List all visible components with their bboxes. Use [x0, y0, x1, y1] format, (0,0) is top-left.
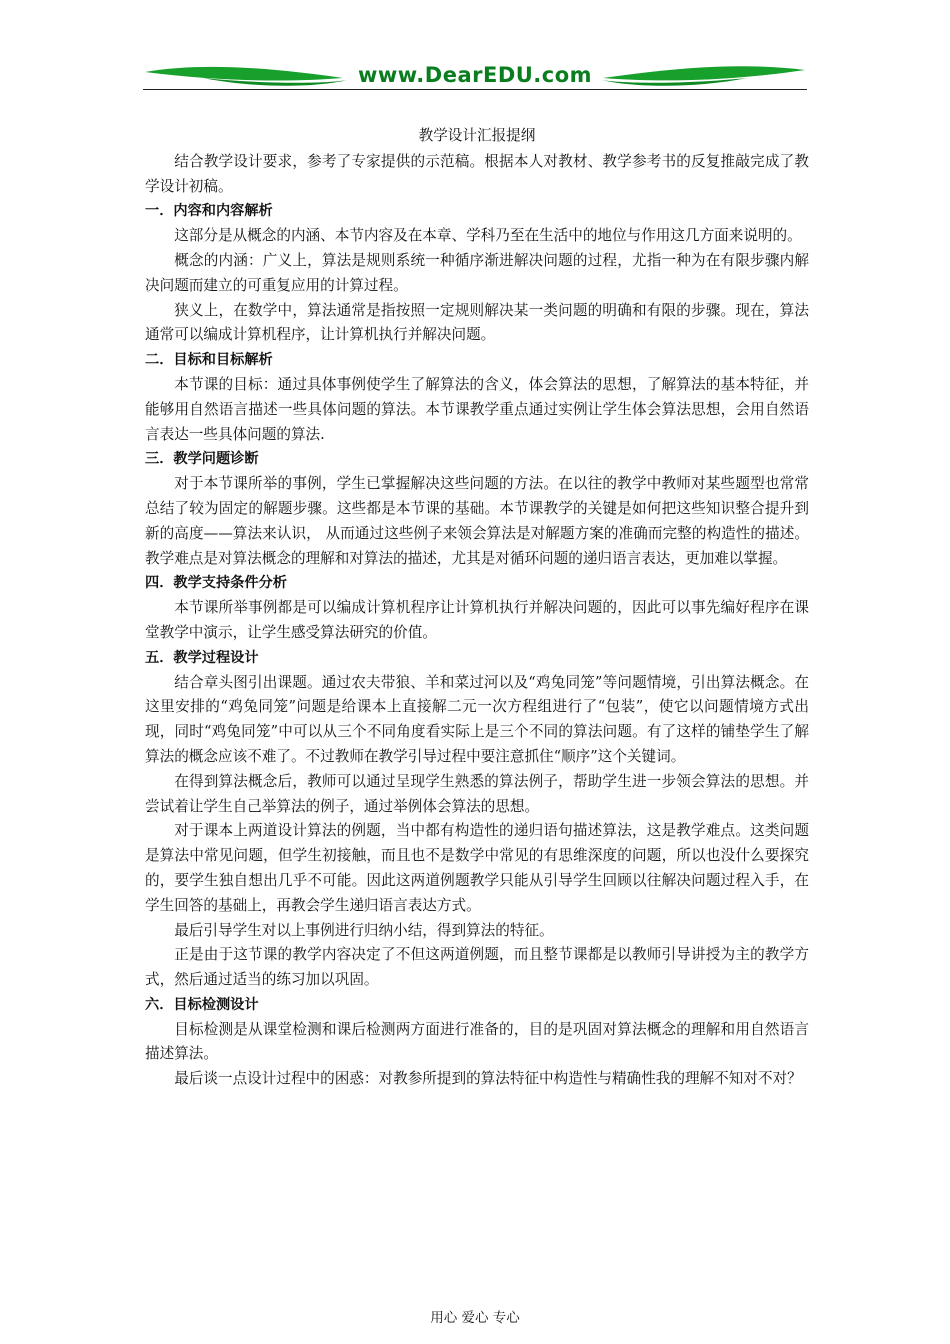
section-5-paragraph-5: 正是由于这节课的教学内容决定了不但这两道例题，而且整节课都是以教师引导讲授为主的教学方式，然后通过适当的练习加以巩固。 [145, 946, 809, 989]
page-footer: 用心 爱心 专心 [430, 1310, 520, 1326]
section-heading-6: 六．目标检测设计 [145, 996, 259, 1013]
section-heading-1: 一．内容和内容解析 [145, 203, 273, 220]
section-4-paragraph-1: 本节课所举事例都是可以编成计算机程序让计算机执行并解决问题的，因此可以事先编好程序在课堂教学中演示，让学生感受算法研究的价值。 [145, 599, 809, 641]
section-3-paragraph-1: 对于本节课所举的事例，学生已掌握解决这些问题的方法。在以往的教学中教师对某些题型也常常总结了较为固定的解题步骤。这些都是本节课的基础。本节课教学的关键是如何把这些知识整合提升到新的高度——算法来认识， 从而通过这些例子来领会算法是对解题方案的准确而完整的构造性的描述。教学难点是对算法概念的理解和对算法的描述，尤其是对循环问题的递归语言表达，更加难以掌握。 [145, 475, 809, 567]
section-5-paragraph-4: 最后引导学生对以上事例进行归纳小结，得到算法的特征。 [174, 921, 554, 939]
document-title: 教学设计汇报提纲 [418, 127, 536, 144]
intro-paragraph: 结合教学设计要求，参考了专家提供的示范稿。根据本人对教材、教学参考书的反复推敲完成了教学设计初稿。 [145, 152, 809, 195]
section-1-paragraph-2: 概念的内涵：广义上，算法是规则系统一种循序渐进解决问题的过程，尤指一种为在有限步骤内解决问题而建立的可重复应用的计算过程。 [145, 251, 809, 294]
section-6-paragraph-2: 最后谈一点设计过程中的困惑：对教参所提到的算法特征中构造性与精确性我的理解不知对不对？ [174, 1070, 802, 1088]
section-heading-3: 三．教学问题诊断 [145, 451, 259, 468]
header-banner [143, 58, 807, 92]
section-5-paragraph-1: 结合章头图引出课题。通过农夫带狼、羊和菜过河以及“鸡兔同笼”等问题情境，引出算法概念。在这里安排的“鸡兔同笼”问题是给课本上直接解二元一次方程组进行了“包装”，使它以问题情境方式出现，同时“鸡兔同笼”中可以从三个不同角度看实际上是三个不同的算法问题。有了这样的铺垫学生了解算法的概念应该不难了。不过教师在教学引导过程中要注意抓住“顺序”这个关键词。 [145, 673, 809, 765]
section-heading-4: 四．教学支持条件分析 [145, 575, 287, 592]
site-logo-text: www.DearEDU.com [357, 63, 593, 87]
section-2-paragraph-1: 本节课的目标：通过具体事例使学生了解算法的含义，体会算法的思想，了解算法的基本特征，并能够用自然语言描述一些具体问题的算法。本节课教学重点通过实例让学生体会算法思想，会用自然语言表达一些具体问题的算法. [145, 375, 809, 443]
document-body [145, 124, 809, 1092]
section-5-paragraph-3: 对于课本上两道设计算法的例题，当中都有构造性的递归语句描述算法，这是教学难点。这类问题是算法中常见问题，但学生初接触，而且也不是数学中常见的有思维深度的问题，所以也没什么要探究的，要学生独自想出几乎不可能。因此这两道例题教学只能从引导学生回顾以往解决问题过程入手，在学生回答的基础上，再教会学生递归语言表达方式。 [145, 822, 809, 914]
section-6-paragraph-1: 目标检测是从课堂检测和课后检测两方面进行准备的，目的是巩固对算法概念的理解和用自然语言描述算法。 [145, 1020, 809, 1063]
section-heading-5: 五．教学过程设计 [145, 649, 259, 666]
section-5-paragraph-2: 在得到算法概念后，教师可以通过呈现学生熟悉的算法例子，帮助学生进一步领会算法的思想。并尝试着让学生自己举算法的例子，通过举例体会算法的思想。 [145, 772, 809, 815]
section-1-paragraph-1: 这部分是从概念的内涵、本节内容及在本章、学科乃至在生活中的地位与作用这几方面来说明的。 [174, 227, 802, 245]
section-1-paragraph-3: 狭义上，在数学中，算法通常是指按照一定规则解决某一类问题的明确和有限的步骤。现在，算法通常可以编成计算机程序，让计算机执行并解决问题。 [145, 301, 809, 344]
section-heading-2: 二．目标和目标解析 [145, 352, 273, 369]
header-divider [143, 89, 807, 90]
